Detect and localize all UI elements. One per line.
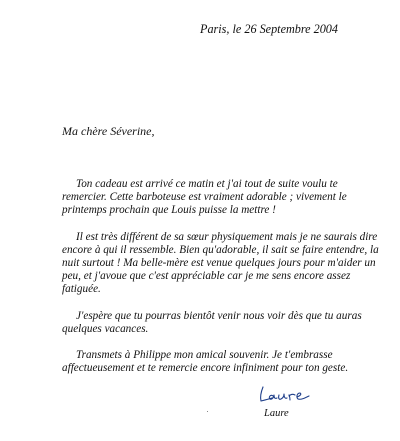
paragraph-line: encore à qui il ressemble. Bien qu'adorable, il sait se faire entendre, la — [62, 243, 379, 256]
paragraph-2 — [62, 230, 379, 297]
paragraph-3 — [62, 310, 366, 336]
scan-speck — [207, 411, 208, 412]
paragraph-line: Ton cadeau est arrivé ce matin et j'ai tout de suite voulu te — [76, 178, 338, 190]
paragraph-line: quelques vacances. — [62, 322, 149, 335]
greeting: Ma chère Séverine, — [62, 124, 155, 138]
paragraph-4 — [62, 349, 366, 375]
paragraph-line: peu, et j'avoue que c'est appréciable car je me sens encore assez — [62, 270, 351, 283]
paragraph-line: fatiguée. — [62, 283, 101, 296]
place-date: Paris, le 26 Septembre 2004 — [200, 22, 338, 36]
paragraph-line: J'espère que tu pourras bientôt venir nous voir dès que tu auras — [76, 309, 362, 322]
paragraph-line: affectueusement et te remercie encore infiniment pour ton geste. — [62, 362, 349, 375]
paragraph-line: Il est très différent de sa sœur physiquement mais je ne saurais dire — [76, 230, 378, 243]
paragraph-line: nuit surtout ! Ma belle-mère est venue quelques jours pour m'aider un — [62, 257, 376, 270]
signer-name: Laure — [264, 408, 289, 419]
letter-body — [62, 178, 379, 388]
paragraph-1 — [62, 178, 366, 218]
paragraph-line: printemps prochain que Louis puisse la mettre ! — [62, 204, 276, 217]
paragraph-line: remercier. Cette barboteuse est vraiment adorable ; vivement le — [62, 191, 347, 204]
handwritten-signature — [257, 383, 321, 405]
paragraph-line: Transmets à Philippe mon amical souvenir. Je t'embrasse — [76, 349, 333, 362]
